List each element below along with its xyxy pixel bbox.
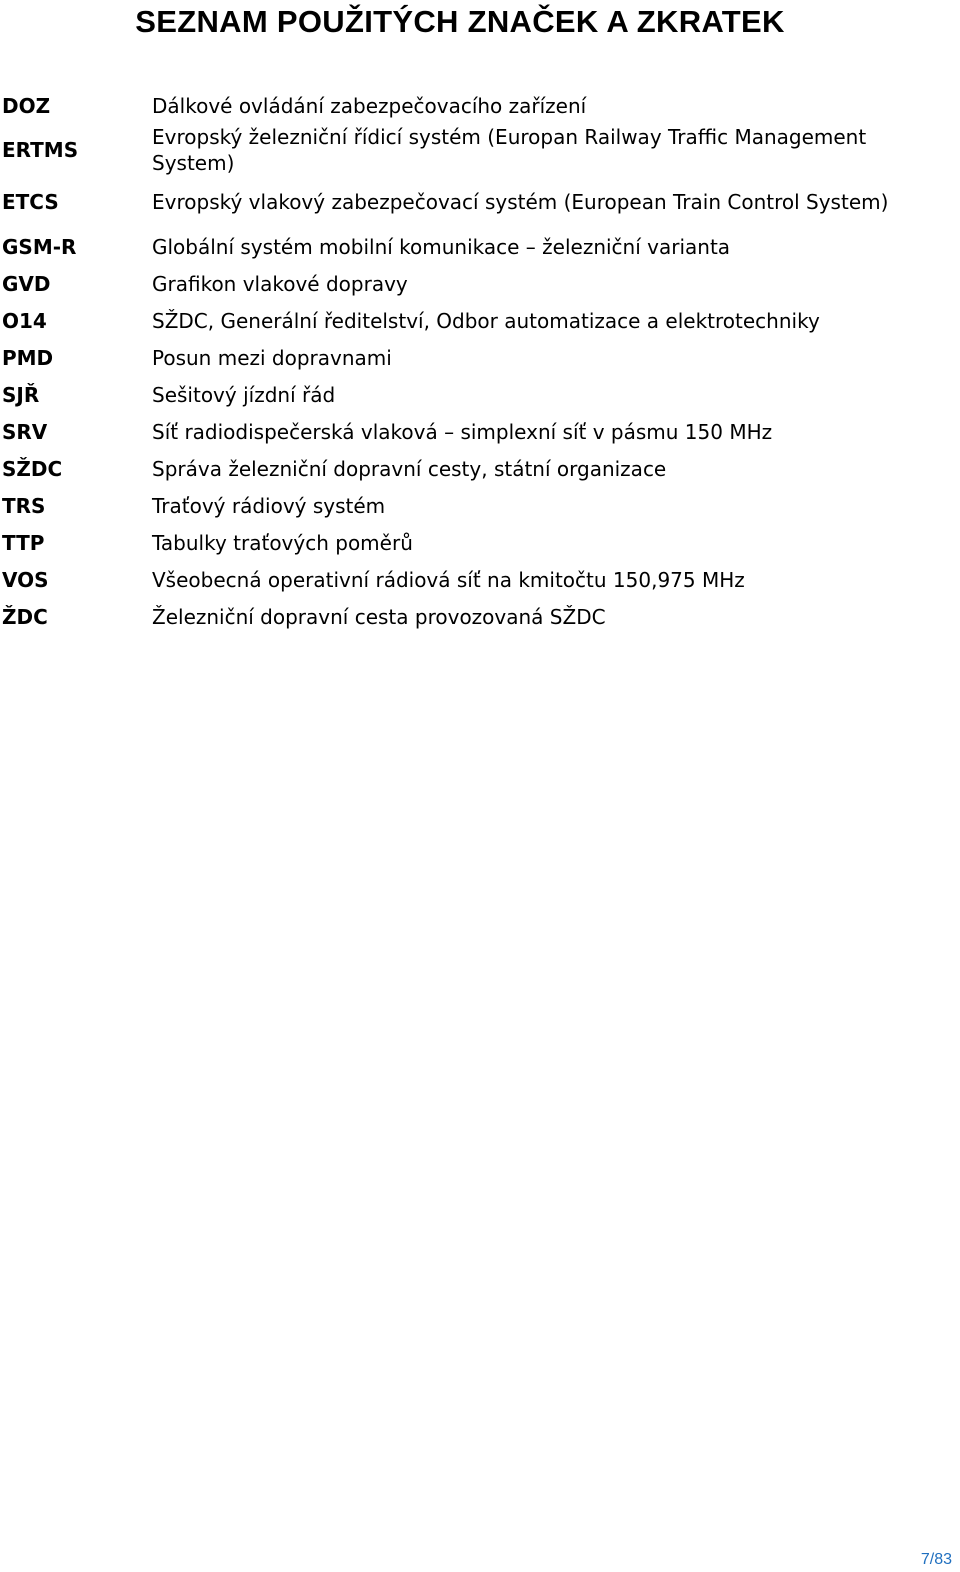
abbreviation-row <box>0 413 930 450</box>
abbreviation-description: Sešitový jízdní řád <box>152 382 336 407</box>
abbreviation-row <box>0 265 930 302</box>
abbreviation-description: Tabulky traťových poměrů <box>152 530 413 555</box>
page-number: 7/83 <box>920 1551 952 1568</box>
abbreviation-description: Posun mezi dopravnami <box>152 345 392 370</box>
abbreviation-description: Evropský vlakový zabezpečovací systém (European Train Control System) <box>152 190 889 214</box>
abbreviation-description: Všeobecná operativní rádiová síť na kmitočtu 150,975 MHz <box>152 567 745 592</box>
abbreviation-description: Síť radiodispečerská vlaková – simplexní síť v pásmu 150 MHz <box>152 419 773 444</box>
abbreviation-row <box>0 561 930 598</box>
abbreviation-code: ERTMS <box>2 138 79 162</box>
abbreviation-code: SJŘ <box>2 382 40 407</box>
abbreviation-code: TTP <box>2 530 45 555</box>
abbreviation-description: Správa železniční dopravní cesty, státní organizace <box>152 456 667 481</box>
abbreviation-row <box>0 339 930 376</box>
abbreviation-list <box>0 88 930 635</box>
abbreviation-description: Traťový rádiový systém <box>152 493 386 518</box>
abbreviation-description: Železniční dopravní cesta provozovaná SŽDC <box>152 604 606 629</box>
abbreviation-code: TRS <box>2 493 46 518</box>
abbreviation-code: ŽDC <box>2 604 48 629</box>
abbreviation-code: SŽDC <box>2 456 63 481</box>
abbreviation-code: VOS <box>2 567 49 592</box>
abbreviation-code: SRV <box>2 419 48 444</box>
abbreviation-row <box>0 598 930 635</box>
abbreviation-row <box>0 450 930 487</box>
page-title: SEZNAM POUŽITÝCH ZNAČEK A ZKRATEK <box>135 4 785 39</box>
abbreviation-row <box>0 176 930 228</box>
abbreviation-code: GSM-R <box>2 234 77 259</box>
abbreviation-description: Globální systém mobilní komunikace – železniční varianta <box>152 234 731 259</box>
abbreviation-description: SŽDC, Generální ředitelství, Odbor automatizace a elektrotechniky <box>152 308 820 333</box>
abbreviation-row <box>0 487 930 524</box>
abbreviation-code: O14 <box>2 308 47 333</box>
abbreviation-row <box>0 376 930 413</box>
abbreviation-code: DOZ <box>2 94 51 118</box>
abbreviation-code: ETCS <box>2 190 59 214</box>
abbreviation-row <box>0 228 930 265</box>
abbreviation-description: Grafikon vlakové dopravy <box>152 271 408 296</box>
abbreviation-code: GVD <box>2 271 51 296</box>
abbreviation-description: Evropský železniční řídicí systém (Europan Railway Traffic Management System) <box>152 125 867 175</box>
abbreviation-row <box>0 302 930 339</box>
abbreviation-code: PMD <box>2 345 54 370</box>
abbreviation-row <box>0 524 930 561</box>
abbreviation-row <box>0 124 930 176</box>
abbreviation-row <box>0 88 930 124</box>
abbreviation-description: Dálkové ovládání zabezpečovacího zařízení <box>152 94 587 118</box>
